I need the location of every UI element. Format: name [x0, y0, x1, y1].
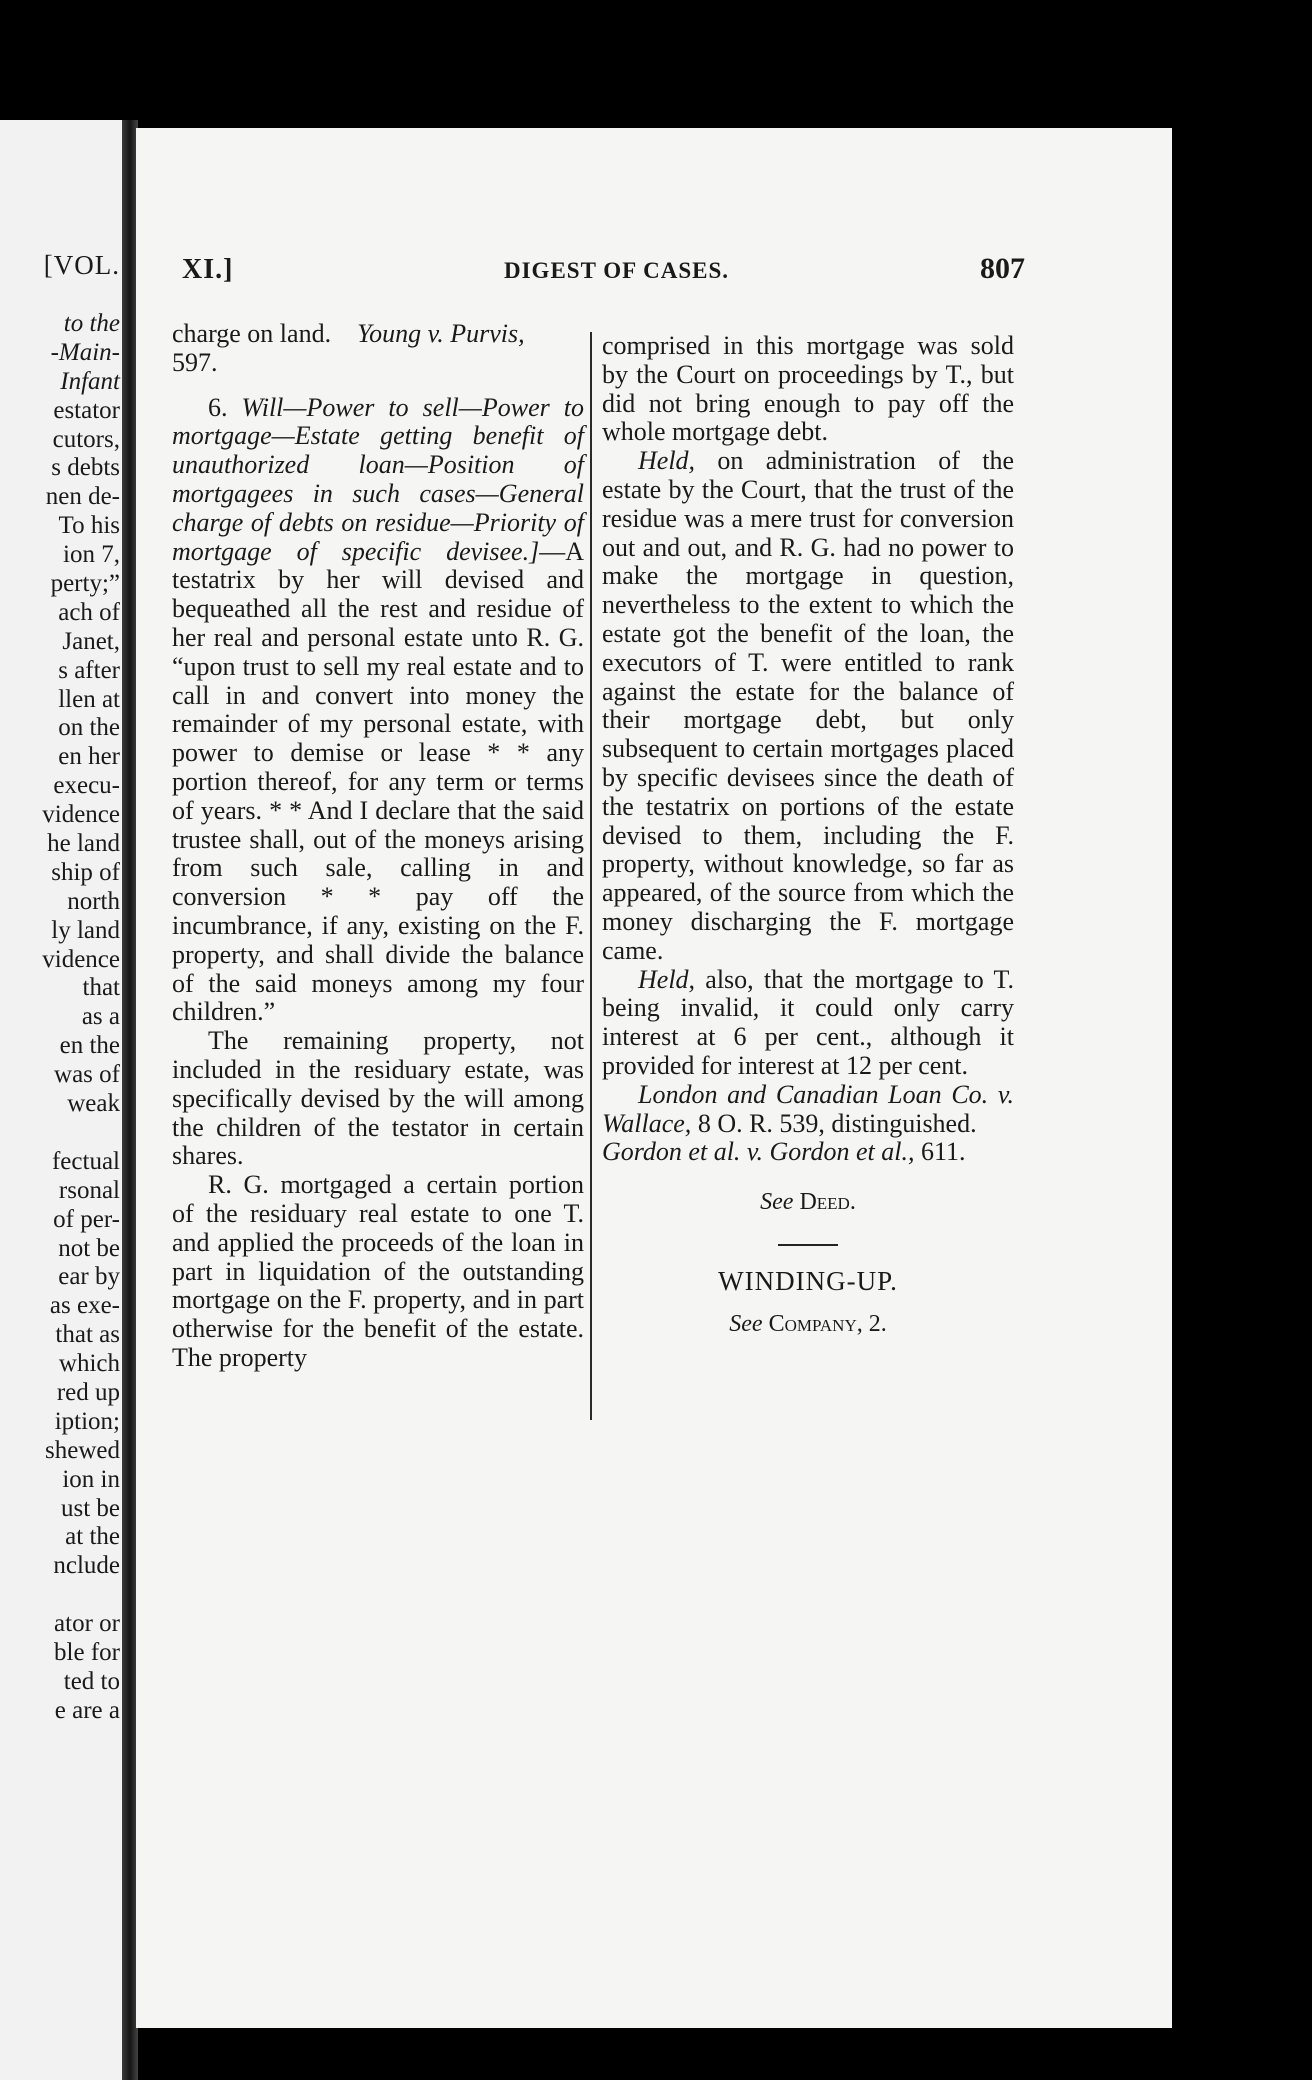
main-page: [136, 128, 1172, 2028]
previous-page-line: cutors,: [52, 425, 120, 453]
previous-page-line: vidence: [42, 945, 120, 973]
citation: London and Canadian Loan Co. v. Wallace, 8 O. R. 539, distinguished.: [602, 1079, 1014, 1138]
paragraph: comprised in this mortgage was sold by the Court on proceedings by T., but did not bring enough to pay off the whole mortgage debt.: [602, 331, 1014, 447]
cross-reference: See Deed.: [760, 1189, 856, 1216]
previous-page-line: e are a: [54, 1696, 120, 1724]
previous-page-running-head: [VOL.: [43, 250, 120, 280]
previous-page-line: ach of: [58, 598, 120, 626]
cross-reference: See Company, 2.: [729, 1311, 887, 1338]
previous-page-line: as exe-: [49, 1292, 120, 1320]
left-column: [172, 320, 584, 1373]
previous-page-line: execu-: [53, 772, 120, 800]
held-paragraph: Held, also, that the mortgage to T. being invalid, it could only carry interest at 6 per cent., although it provided for interest at 12 per cent.: [602, 964, 1015, 1080]
previous-page-line: s debts: [51, 454, 120, 482]
previous-page-line: Janet,: [62, 627, 120, 655]
previous-page-line: that as: [55, 1321, 120, 1349]
previous-page-line: ator or: [54, 1610, 120, 1638]
previous-page-line: Infant: [60, 367, 120, 395]
previous-page-line: en the: [59, 1032, 120, 1060]
citation: Gordon et al. v. Gordon et al., 611.: [602, 1137, 966, 1167]
previous-page-line: was of: [54, 1061, 120, 1089]
section-rule: [778, 1244, 838, 1246]
previous-page-line: ble for: [54, 1638, 120, 1666]
previous-page-line: ion 7,: [63, 541, 120, 569]
previous-page-line: on the: [58, 714, 120, 742]
previous-page-line: ted to: [63, 1667, 120, 1695]
previous-page-line: ly land: [51, 916, 120, 944]
previous-page-line: fectual: [51, 1147, 120, 1175]
paragraph: R. G. mortgaged a certain portion of the residuary real estate to one T. and applied the proceeds of the loan in part in liquidation of the outstanding mortgage on the F. property, and in part otherwise for the benefit of the estate. The property: [172, 1170, 584, 1372]
entry-number: 6.: [208, 392, 228, 422]
previous-page-line: -Main-: [50, 338, 120, 366]
previous-page-line: nclude: [53, 1552, 120, 1580]
previous-page-line: nen de-: [45, 483, 120, 511]
previous-page-line: iption;: [54, 1407, 120, 1435]
previous-page-line: which: [58, 1350, 120, 1378]
previous-page-line: not be: [58, 1234, 120, 1262]
previous-page-line: [0, 1119, 126, 1148]
previous-page-line: north: [67, 887, 120, 915]
previous-page-line: at the: [65, 1523, 120, 1551]
previous-page-line: llen at: [58, 685, 120, 713]
section-heading: WINDING-UP.: [718, 1266, 898, 1297]
previous-page-line: ust be: [60, 1494, 120, 1522]
previous-page-fragment: [0, 120, 128, 2080]
previous-page-line: perty;”: [50, 570, 120, 598]
case-name: Young v. Purvis,: [357, 319, 525, 348]
previous-page-line: vidence: [42, 801, 120, 829]
running-head-title: DIGEST OF CASES.: [504, 258, 729, 283]
intro-line: 597.: [172, 347, 218, 377]
previous-page-line: en her: [58, 743, 120, 771]
previous-page-line: that: [82, 974, 120, 1002]
held-paragraph: Held, on administration of the estate by the Court, that the trust of the residue was a mere trust for conversion out and out, and R. G. had no power to make the mortgage in question, nevertheless to the extent to which the estate got the benefit of the loan, the executors of T. were entitled to rank against the estate for the balance of their mortgage debt, but only subsequent to certain mortgages placed by specific devisees since the death of the testatrix on portions of the estate devised to them, including the F. property, without knowledge, so far as appeared, of the source from which the money discharging the F. mortgage came.: [602, 446, 1015, 965]
entry-text: —A testatrix by her will devised and bequeathed all the rest and residue of her real and personal estate unto R. G. “upon trust to sell my real estate and to call in and convert into money the remainder of my personal estate, with power to demise or lease * * any portion thereof, for any term or terms of years. * * And I declare that the said trustee shall, out of the moneys arising from such sale, calling in and conversion * * pay off the incumbrance, if any, existing on the F. property, and shall divide the balance of the said moneys among my four children.”: [172, 536, 584, 1027]
previous-page-line: To his: [58, 512, 120, 540]
previous-page-line: as a: [81, 1003, 120, 1031]
entry-6: [172, 394, 584, 1028]
previous-page-line: weak: [67, 1090, 120, 1118]
previous-page-line: s after: [58, 656, 120, 684]
page-number: 807: [980, 252, 1025, 285]
previous-page-line: ear by: [58, 1263, 120, 1291]
previous-page-line: to the: [63, 310, 120, 337]
previous-page-line: ion in: [62, 1465, 120, 1493]
intro-line: charge on land. Young v. Purvis,: [172, 319, 525, 348]
paragraph: The remaining property, not included in the residuary estate, was specifically devised by the will among the children of the testator in certain shares.: [172, 1026, 584, 1171]
running-head-volume: XI.]: [182, 254, 234, 285]
previous-page-line: ship of: [51, 858, 120, 886]
right-column: [602, 332, 1014, 1338]
previous-page-line: he land: [47, 830, 120, 858]
previous-page-line: [0, 1581, 126, 1610]
previous-page-line: rsonal: [58, 1176, 120, 1204]
previous-page-line: shewed: [45, 1436, 120, 1464]
previous-page-line: estator: [53, 396, 120, 424]
previous-page-line: red up: [56, 1378, 120, 1406]
entry-heading: Will—Power to sell—Power to mortgage—Estate getting benefit of unauthorized loan—Position of mortgagees in such cases—General charge of debts on residue—Priority of mortgage of specific devisee.]: [172, 392, 584, 566]
previous-page-line: of per-: [53, 1205, 120, 1233]
previous-page-text: [0, 310, 126, 1726]
column-divider: [590, 332, 592, 1420]
